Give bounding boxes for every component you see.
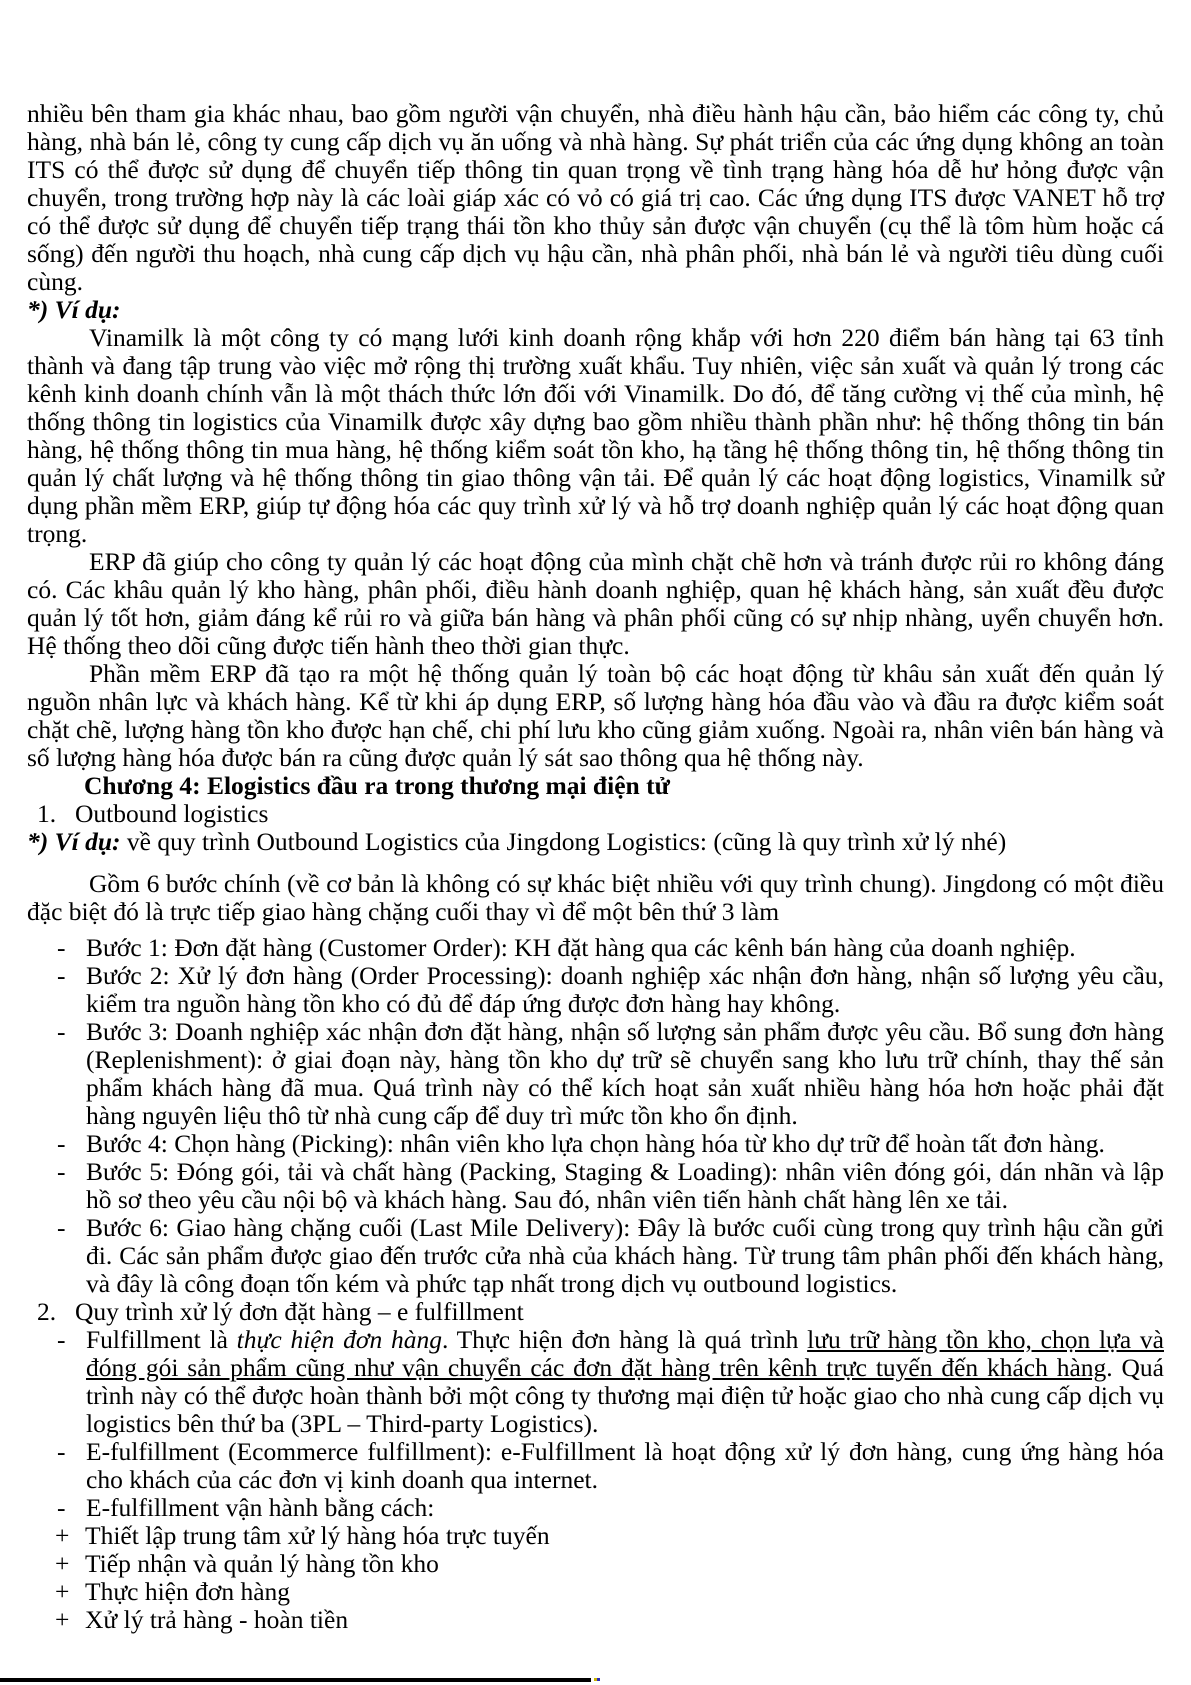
dash-marker: - [57,933,66,962]
step-item [27,1018,1164,1130]
numbered-item-efulfillment [27,1298,1164,1326]
step-item [27,962,1164,1018]
dash-marker: - [57,961,66,990]
chapter-heading: Chương 4: Elogistics đầu ra trong thương mại điện tử [84,771,670,800]
dash-marker: - [57,1213,66,1242]
efulfillment-how-text: E-fulfillment vận hành bằng cách: [86,1493,435,1522]
dash-marker: - [57,1437,66,1466]
plus-list-item [27,1606,1164,1634]
step-text: Bước 1: Đơn đặt hàng (Customer Order): KH đặt hàng qua các kênh bán hàng của doanh nghiệp. [86,933,1076,962]
item-number: 1. [37,799,57,828]
document-content [27,100,1164,1634]
plus-marker: + [55,1577,70,1606]
fulfillment-text [86,1325,1164,1438]
plus-list-item [27,1578,1164,1606]
step-item [27,1130,1164,1158]
dash-marker: - [57,1325,66,1354]
fulfillment-run-underline: lưu trữ hàng tồn kho, chọn lựa và đóng gói sản phẩm cũng như vận chuyển các đơn đặt hàng trên kênh trực tuyến đến khách hàng [86,1325,1164,1382]
plus-list-item [27,1550,1164,1578]
fulfillment-definition-item [27,1326,1164,1438]
example-text: về quy trình Outbound Logistics của Jingdong Logistics: (cũng là quy trình xử lý nhé) [120,827,1007,856]
fulfillment-run-italic: thực hiện đơn hàng [236,1325,442,1354]
efulfillment-how-item [27,1494,1164,1522]
plus-list [27,1522,1164,1634]
dash-marker: - [57,1157,66,1186]
numbered-item-outbound [27,800,1164,828]
bottom-artifact-dot-right [597,1678,600,1681]
plus-item-text: Thiết lập trung tâm xử lý hàng hóa trực tuyến [85,1521,550,1550]
step-text: Bước 5: Đóng gói, tải và chất hàng (Packing, Staging & Loading): nhân viên đóng gói, dán nhãn và lập hồ sơ theo yêu cầu nội bộ và khách hàng. Sau đó, nhân viên tiến hành chất hàng lên xe tải. [86,1157,1164,1214]
plus-item-text: Thực hiện đơn hàng [85,1577,291,1606]
item-label: Outbound logistics [75,799,269,828]
bottom-divider-line [0,1678,591,1682]
efulfillment-definition-item [27,1438,1164,1494]
steps-list [27,934,1164,1298]
fulfillment-run-1: Fulfillment là [86,1325,237,1354]
example-label-line [27,296,1164,324]
step-text: Bước 6: Giao hàng chặng cuối (Last Mile Delivery): Đây là bước cuối cùng trong quy trình hậu cần gửi đi. Các sản phẩm được giao đến trước cửa nhà của khách hàng. Từ trung tâm phân phối đến khách hàng, và đây là công đoạn tốn kém và phức tạp nhất trong dịch vụ outbound logistics. [86,1213,1164,1298]
step-item [27,1214,1164,1298]
plus-item-text: Xử lý trả hàng - hoàn tiền [85,1605,349,1634]
plus-marker: + [55,1521,70,1550]
fulfillment-run-2: . Thực hiện đơn hàng là quá trình [441,1325,808,1354]
plus-marker: + [55,1605,70,1634]
paragraph-vinamilk: Vinamilk là một công ty có mạng lưới kinh doanh rộng khắp với hơn 220 điểm bán hàng tại 63 tỉnh thành và đang tập trung vào việc mở rộng thị trường xuất khẩu. Tuy nhiên, việc sản xuất và quản lý trong các kênh kinh doanh chính vẫn là một thách thức lớn đối với Vinamilk. Do đó, để tăng cường vị thế của mình, hệ thống thông tin logistics của Vinamilk được xây dựng bao gồm nhiều thành phần như: hệ thống thông tin bán hàng, hệ thống thông tin mua hàng, hệ thống kiểm soát tồn kho, hạ tầng hệ thống thông tin, hệ thống thông tin quản lý chất lượng và hệ thống thông tin giao thông vận tải. Để quản lý các hoạt động logistics, Vinamilk sử dụng phần mềm ERP, giúp tự động hóa các quy trình xử lý và hỗ trợ doanh nghiệp quản lý các hoạt động quan trọng. [27,323,1164,548]
dash-marker: - [57,1129,66,1158]
dash-marker: - [57,1493,66,1522]
example-label: *) Ví dụ: [27,295,121,324]
item-label: Quy trình xử lý đơn đặt hàng – e fulfillment [75,1297,524,1326]
plus-item-text: Tiếp nhận và quản lý hàng tồn kho [85,1549,439,1578]
paragraph-jingdong: Gồm 6 bước chính (về cơ bản là không có sự khác biệt nhiều với quy trình chung). Jingdong có một điều đặc biệt đó là trực tiếp giao hàng chặng cuối thay vì để một bên thứ 3 làm [27,869,1164,926]
paragraph-erp-benefits: ERP đã giúp cho công ty quản lý các hoạt động của mình chặt chẽ hơn và tránh được rủi ro không đáng có. Các khâu quản lý kho hàng, phân phối, điều hành doanh nghiệp, quan hệ khách hàng, sản xuất đều được quản lý tốt hơn, giảm đáng kể rủi ro và giữa bán hàng và phân phối cũng có sự nhịp nhàng, uyển chuyển hơn. Hệ thống theo dõi cũng được tiến hành theo thời gian thực. [27,547,1164,660]
step-item [27,934,1164,962]
step-item [27,1158,1164,1214]
example-label: *) Ví dụ: [27,827,121,856]
plus-marker: + [55,1549,70,1578]
step-text: Bước 4: Chọn hàng (Picking): nhân viên kho lựa chọn hàng hóa từ kho dự trữ để hoàn tất đơn hàng. [86,1129,1105,1158]
efulfillment-def-text: E-fulfillment (Ecommerce fulfillment): e-Fulfillment là hoạt động xử lý đơn hàng, cung ứng hàng hóa cho khách của các đơn vị kinh doanh qua internet. [86,1437,1164,1494]
paragraph-intro: nhiều bên tham gia khác nhau, bao gồm người vận chuyển, nhà điều hành hậu cần, bảo hiểm các công ty, chủ hàng, nhà bán lẻ, công ty cung cấp dịch vụ ăn uống và nhà hàng. Sự phát triển của các ứng dụng không an toàn ITS có thể được sử dụng để chuyển tiếp thông tin quan trọng về tình trạng hàng hóa dễ hư hỏng được vận chuyển, trong trường hợp này là các loài giáp xác có vỏ có giá trị cao. Các ứng dụng ITS được VANET hỗ trợ có thể được sử dụng để chuyển tiếp trạng thái tồn kho thủy sản được vận chuyển (cụ thể là tôm hùm hoặc cá sống) đến người thu hoạch, nhà cung cấp dịch vụ hậu cần, nhà phân phối, nhà bán lẻ và người tiêu dùng cuối cùng. [27,99,1164,296]
example-line-jingdong [27,828,1164,856]
dash-marker: - [57,1017,66,1046]
item-number: 2. [37,1297,57,1326]
fulfillment-run-3: . Quá trình này có thể được hoàn thành bởi một công ty thương mại điện tử hoặc giao cho nhà cung cấp dịch vụ logistics bên thứ ba (3PL – Third-party Logistics). [86,1353,1165,1438]
step-text: Bước 3: Doanh nghiệp xác nhận đơn đặt hàng, nhận số lượng sản phẩm được yêu cầu. Bổ sung đơn hàng (Replenishment): ở giai đoạn này, hàng tồn kho dự trữ sẽ chuyển sang kho lưu trữ chính, thay thế sản phẩm khách hàng đã mua. Quá trình này có thể kích hoạt sản xuất nhiều hàng hóa hơn hoặc phải đặt hàng nguyên liệu thô từ nhà cung cấp để duy trì mức tồn kho ổn định. [86,1017,1164,1130]
plus-list-item [27,1522,1164,1550]
paragraph-erp-system: Phần mềm ERP đã tạo ra một hệ thống quản lý toàn bộ các hoạt động từ khâu sản xuất đến quản lý nguồn nhân lực và khách hàng. Kể từ khi áp dụng ERP, số lượng hàng hóa đầu vào và đầu ra được kiểm soát chặt chẽ, lượng hàng tồn kho được hạn chế, chi phí lưu kho cũng giảm xuống. Ngoài ra, nhân viên bán hàng và số lượng hàng hóa được bán ra cũng được quản lý sát sao thông qua hệ thống này. [27,659,1164,772]
step-text: Bước 2: Xử lý đơn hàng (Order Processing): doanh nghiệp xác nhận đơn hàng, nhận số lượng yêu cầu, kiểm tra nguồn hàng tồn kho có đủ để đáp ứng được đơn hàng hay không. [86,961,1164,1018]
